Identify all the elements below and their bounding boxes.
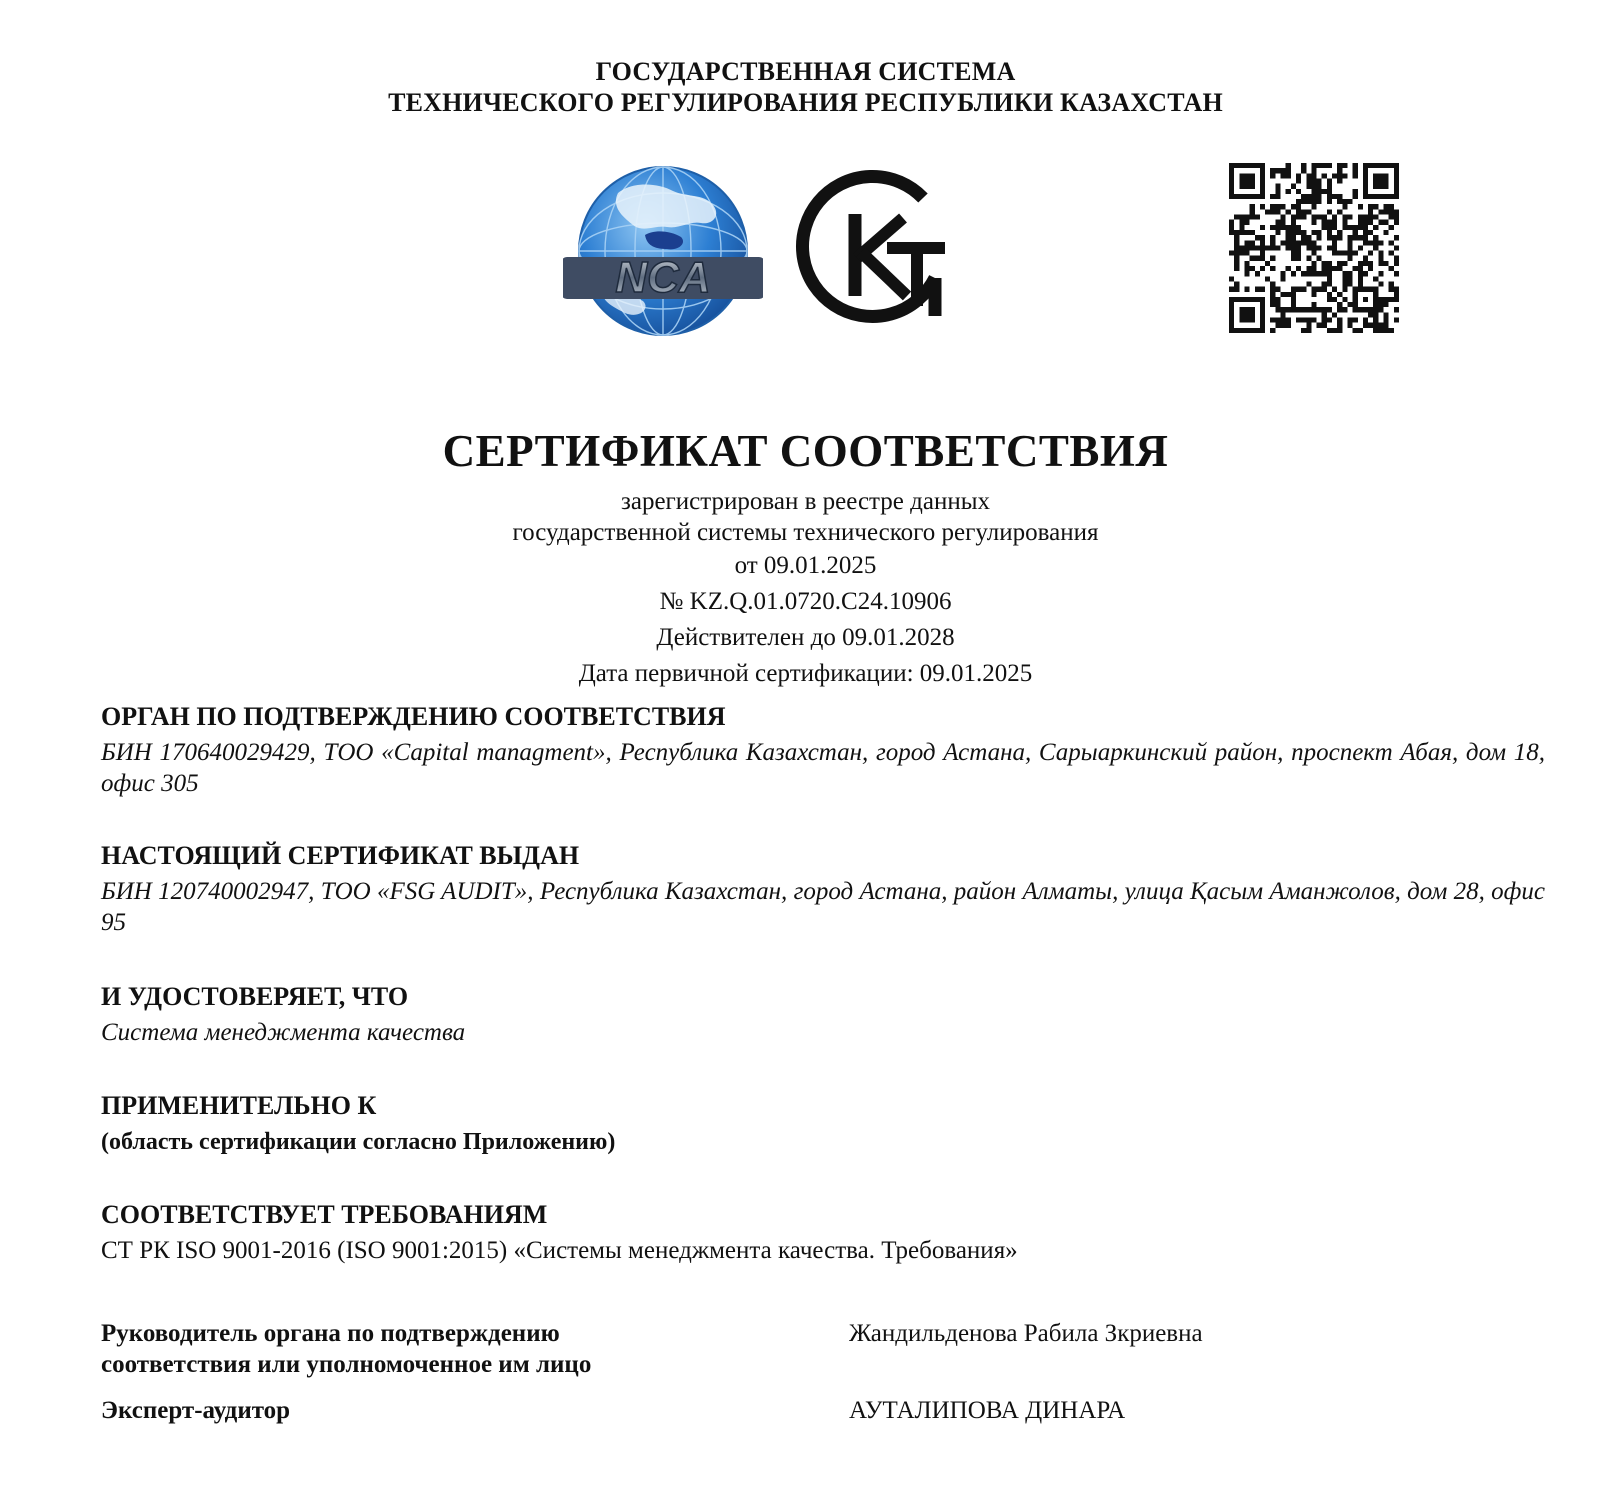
kz-conformity-mark [795, 166, 955, 334]
nca-logo-text: NCA [615, 253, 711, 302]
head-signature-row [101, 1318, 1545, 1384]
conformity-body-section [101, 701, 1545, 799]
government-header [0, 56, 1611, 118]
valid-until: Действителен до 09.01.2028 [656, 624, 955, 651]
header-line-2: ТЕХНИЧЕСКОГО РЕГУЛИРОВАНИЯ РЕСПУБЛИКИ КАЗАХСТАН [388, 88, 1223, 117]
conformity-body-text: БИН 170640029429, ТОО «Capital managment», Республика Казахстан, город Астана, Сарыаркинский район, проспект Абая, дом 18, офис 305 [101, 739, 1545, 797]
applicable-section [101, 1090, 1545, 1158]
certifies-section [101, 981, 1545, 1048]
registration-date: от 09.01.2025 [734, 552, 877, 579]
head-label-line-1: Руководитель органа по подтверждению [101, 1320, 560, 1347]
registered-line-2: государственной системы технического регулирования [512, 519, 1099, 546]
qr-code[interactable] [1229, 163, 1399, 333]
expert-label: Эксперт-аудитор [101, 1397, 291, 1424]
head-name: Жандильденова Рабила Зкриевна [849, 1320, 1203, 1347]
applicable-subheading: (область сертификации согласно Приложению) [101, 1129, 616, 1155]
issued-to-section [101, 840, 1545, 938]
requirements-heading: СООТВЕТСТВУЕТ ТРЕБОВАНИЯМ [101, 1200, 548, 1229]
first-certification-date: Дата первичной сертификации: 09.01.2025 [578, 660, 1033, 687]
requirements-section [101, 1199, 1545, 1266]
certifies-heading: И УДОСТОВЕРЯЕТ, ЧТО [101, 982, 409, 1011]
header-line-1: ГОСУДАРСТВЕННАЯ СИСТЕМА [595, 57, 1016, 86]
certificate-title: СЕРТИФИКАТ СООТВЕТСТВИЯ [442, 426, 1169, 476]
registration-block [0, 486, 1611, 692]
issued-to-text: БИН 120740002947, ТОО «FSG AUDIT», Республика Казахстан, город Астана, район Алматы, улица Қасым Аманжолов, дом 28, офис 95 [101, 878, 1545, 936]
conformity-body-heading: ОРГАН ПО ПОДТВЕРЖДЕНИЮ СООТВЕТСТВИЯ [101, 702, 726, 731]
registered-line-1: зарегистрирован в реестре данных [620, 488, 991, 515]
certificate-number: № KZ.Q.01.0720.C24.10906 [659, 588, 952, 615]
requirements-text: СТ РК ISO 9001-2016 (ISO 9001:2015) «Системы менеджмента качества. Требования» [101, 1237, 1018, 1264]
nca-globe-logo [563, 163, 763, 339]
head-label-line-2: соответствия или уполномоченное им лицо [101, 1351, 592, 1378]
expert-name: АУТАЛИПОВА ДИНАРА [849, 1397, 1126, 1424]
kz-mark-text: KZ [795, 166, 797, 167]
head-signature-label [101, 1318, 741, 1380]
applicable-heading: ПРИМЕНИТЕЛЬНО К [101, 1091, 377, 1120]
certifies-text: Система менеджмента качества [101, 1019, 466, 1046]
expert-signature-row [101, 1395, 1545, 1429]
issued-to-heading: НАСТОЯЩИЙ СЕРТИФИКАТ ВЫДАН [101, 841, 580, 870]
